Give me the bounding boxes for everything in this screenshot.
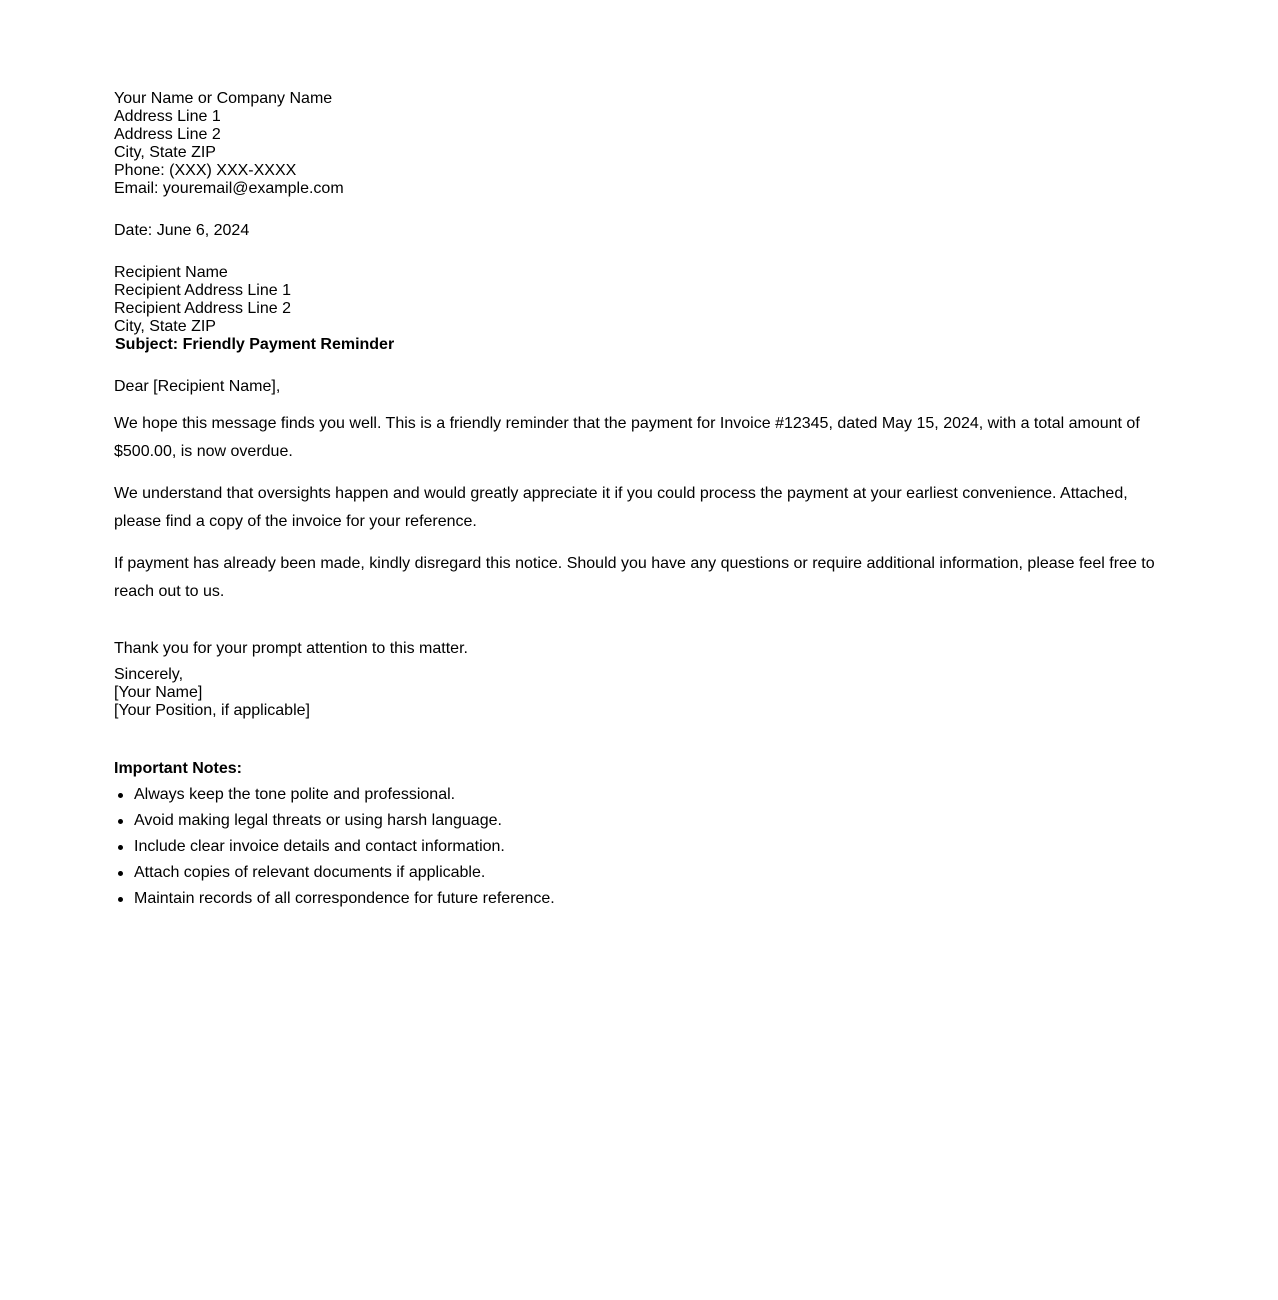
bullet-icon	[118, 871, 123, 876]
bullet-icon	[118, 819, 123, 824]
bullet-icon	[118, 897, 123, 902]
sender-phone: Phone: (XXX) XXX-XXXX	[114, 162, 297, 179]
body-paragraph: If payment has already been made, kindly disregard this notice. Should you have any questions or require additional information, please feel free to reach out to us.	[114, 555, 1155, 600]
recipient-name: Recipient Name	[114, 264, 228, 281]
sender-city: City, State ZIP	[114, 144, 216, 161]
bullet-icon	[118, 845, 123, 850]
sender-name: Your Name or Company Name	[114, 90, 333, 107]
recipient-address-line-2: Recipient Address Line 2	[114, 300, 291, 317]
list-item	[134, 890, 1164, 908]
sender-email: Email: youremail@example.com	[114, 180, 344, 197]
notes-list	[114, 786, 1164, 908]
recipient-city: City, State ZIP	[114, 318, 216, 335]
note-text: Avoid making legal threats or using harsh language.	[134, 812, 502, 829]
letter-date: Date: June 6, 2024	[114, 222, 250, 239]
body-paragraph: We hope this message finds you well. This is a friendly reminder that the payment for Invoice #12345, dated May 15, 2024, with a total amount of $500.00, is now overdue.	[114, 415, 1140, 460]
note-text: Maintain records of all correspondence for future reference.	[134, 890, 555, 907]
recipient-address-line-1: Recipient Address Line 1	[114, 282, 291, 299]
notes-title: Important Notes:	[114, 760, 242, 777]
recipient-block	[114, 264, 1164, 354]
note-text: Attach copies of relevant documents if applicable.	[134, 864, 486, 881]
list-item	[134, 864, 1164, 882]
bullet-icon	[118, 793, 123, 798]
list-item	[134, 838, 1164, 856]
signer-position: [Your Position, if applicable]	[114, 702, 310, 719]
thanks-line: Thank you for your prompt attention to this matter.	[114, 640, 468, 657]
signer-name: [Your Name]	[114, 684, 203, 701]
body-paragraph: We understand that oversights happen and would greatly appreciate it if you could process the payment at your earliest convenience. Attached, please find a copy of the invoice for your reference.	[114, 485, 1128, 530]
list-item	[134, 786, 1164, 804]
list-item	[134, 812, 1164, 830]
sender-address-line-1: Address Line 1	[114, 108, 221, 125]
note-text: Include clear invoice details and contact information.	[134, 838, 505, 855]
letter-subject: Subject: Friendly Payment Reminder	[115, 336, 395, 353]
sender-address-line-2: Address Line 2	[114, 126, 221, 143]
sender-block	[114, 90, 1164, 198]
note-text: Always keep the tone polite and professional.	[134, 786, 456, 803]
greeting: Dear [Recipient Name],	[114, 378, 281, 395]
closing-block	[114, 666, 1164, 720]
valediction: Sincerely,	[114, 666, 184, 683]
